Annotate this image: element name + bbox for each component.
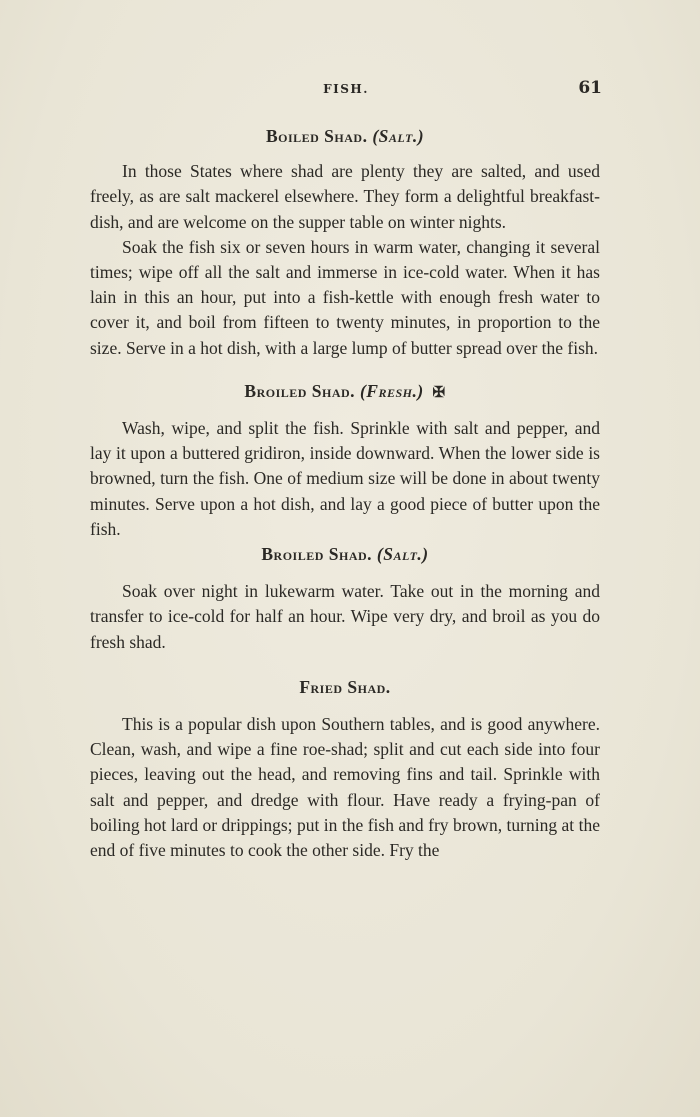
page-header bbox=[90, 78, 602, 102]
heading-title: Broiled Shad. bbox=[244, 380, 356, 401]
heading-qualifier: (Salt.) bbox=[372, 126, 425, 146]
section-heading-broiled-shad-fresh bbox=[90, 379, 600, 406]
cross-mark-icon: ✠ bbox=[432, 384, 446, 401]
section-heading-fried-shad bbox=[90, 675, 600, 700]
paragraph: Soak over night in lukewarm water. Take out in the morning and transfer to ice-cold for half an hour. Wipe very dry, and broil as you do fresh shad. bbox=[90, 581, 600, 652]
heading-qualifier: (Fresh.) bbox=[359, 380, 424, 401]
paragraph: In those States where shad are plenty they are salted, and used freely, as are salt mackerel elsewhere. They form a delightful breakfast-dish, and are welcome on the supper table on winter nights. bbox=[90, 161, 600, 232]
paragraph: Wash, wipe, and split the fish. Sprinkle with salt and pepper, and lay it upon a buttered gridiron, inside downward. When the lower side is browned, turn the fish. One of medium size will be done in about twenty minutes. Serve upon a hot dish, and lay a good piece of butter upon the fish. bbox=[90, 418, 600, 539]
paragraph: This is a popular dish upon Southern tables, and is good anywhere. Clean, wash, and wipe a fine roe-shad; split and cut each side into four pieces, leaving out the head, and removing fins and tail. Sprinkle with salt and pepper, and dredge with flour. Have ready a frying-pan of boiling hot lard or drippings; put in the fish and fry brown, turning at the end of five minutes to cook the other side. Fry the bbox=[90, 714, 600, 861]
heading-qualifier: (Salt.) bbox=[376, 544, 429, 565]
page-number: 61 bbox=[578, 78, 602, 98]
heading-title: Boiled Shad. bbox=[265, 126, 368, 146]
heading-title: Fried Shad. bbox=[299, 676, 391, 697]
section-heading-broiled-shad-salt bbox=[90, 542, 600, 567]
page-body bbox=[90, 124, 600, 863]
paragraph: Soak the fish six or seven hours in warm water, changing it several times; wipe off all the salt and immerse in ice-cold water. When it has lain in this an hour, put into a fish-kettle with enough fresh water to cover it, and boil from fifteen to twenty minutes, in proportion to the size. Serve in a hot dish, with a large lump of butter spread over the fish. bbox=[90, 236, 600, 358]
running-head: FISH. bbox=[323, 82, 369, 96]
section-heading-boiled-shad-salt bbox=[90, 124, 600, 149]
heading-title: Broiled Shad. bbox=[261, 544, 373, 565]
